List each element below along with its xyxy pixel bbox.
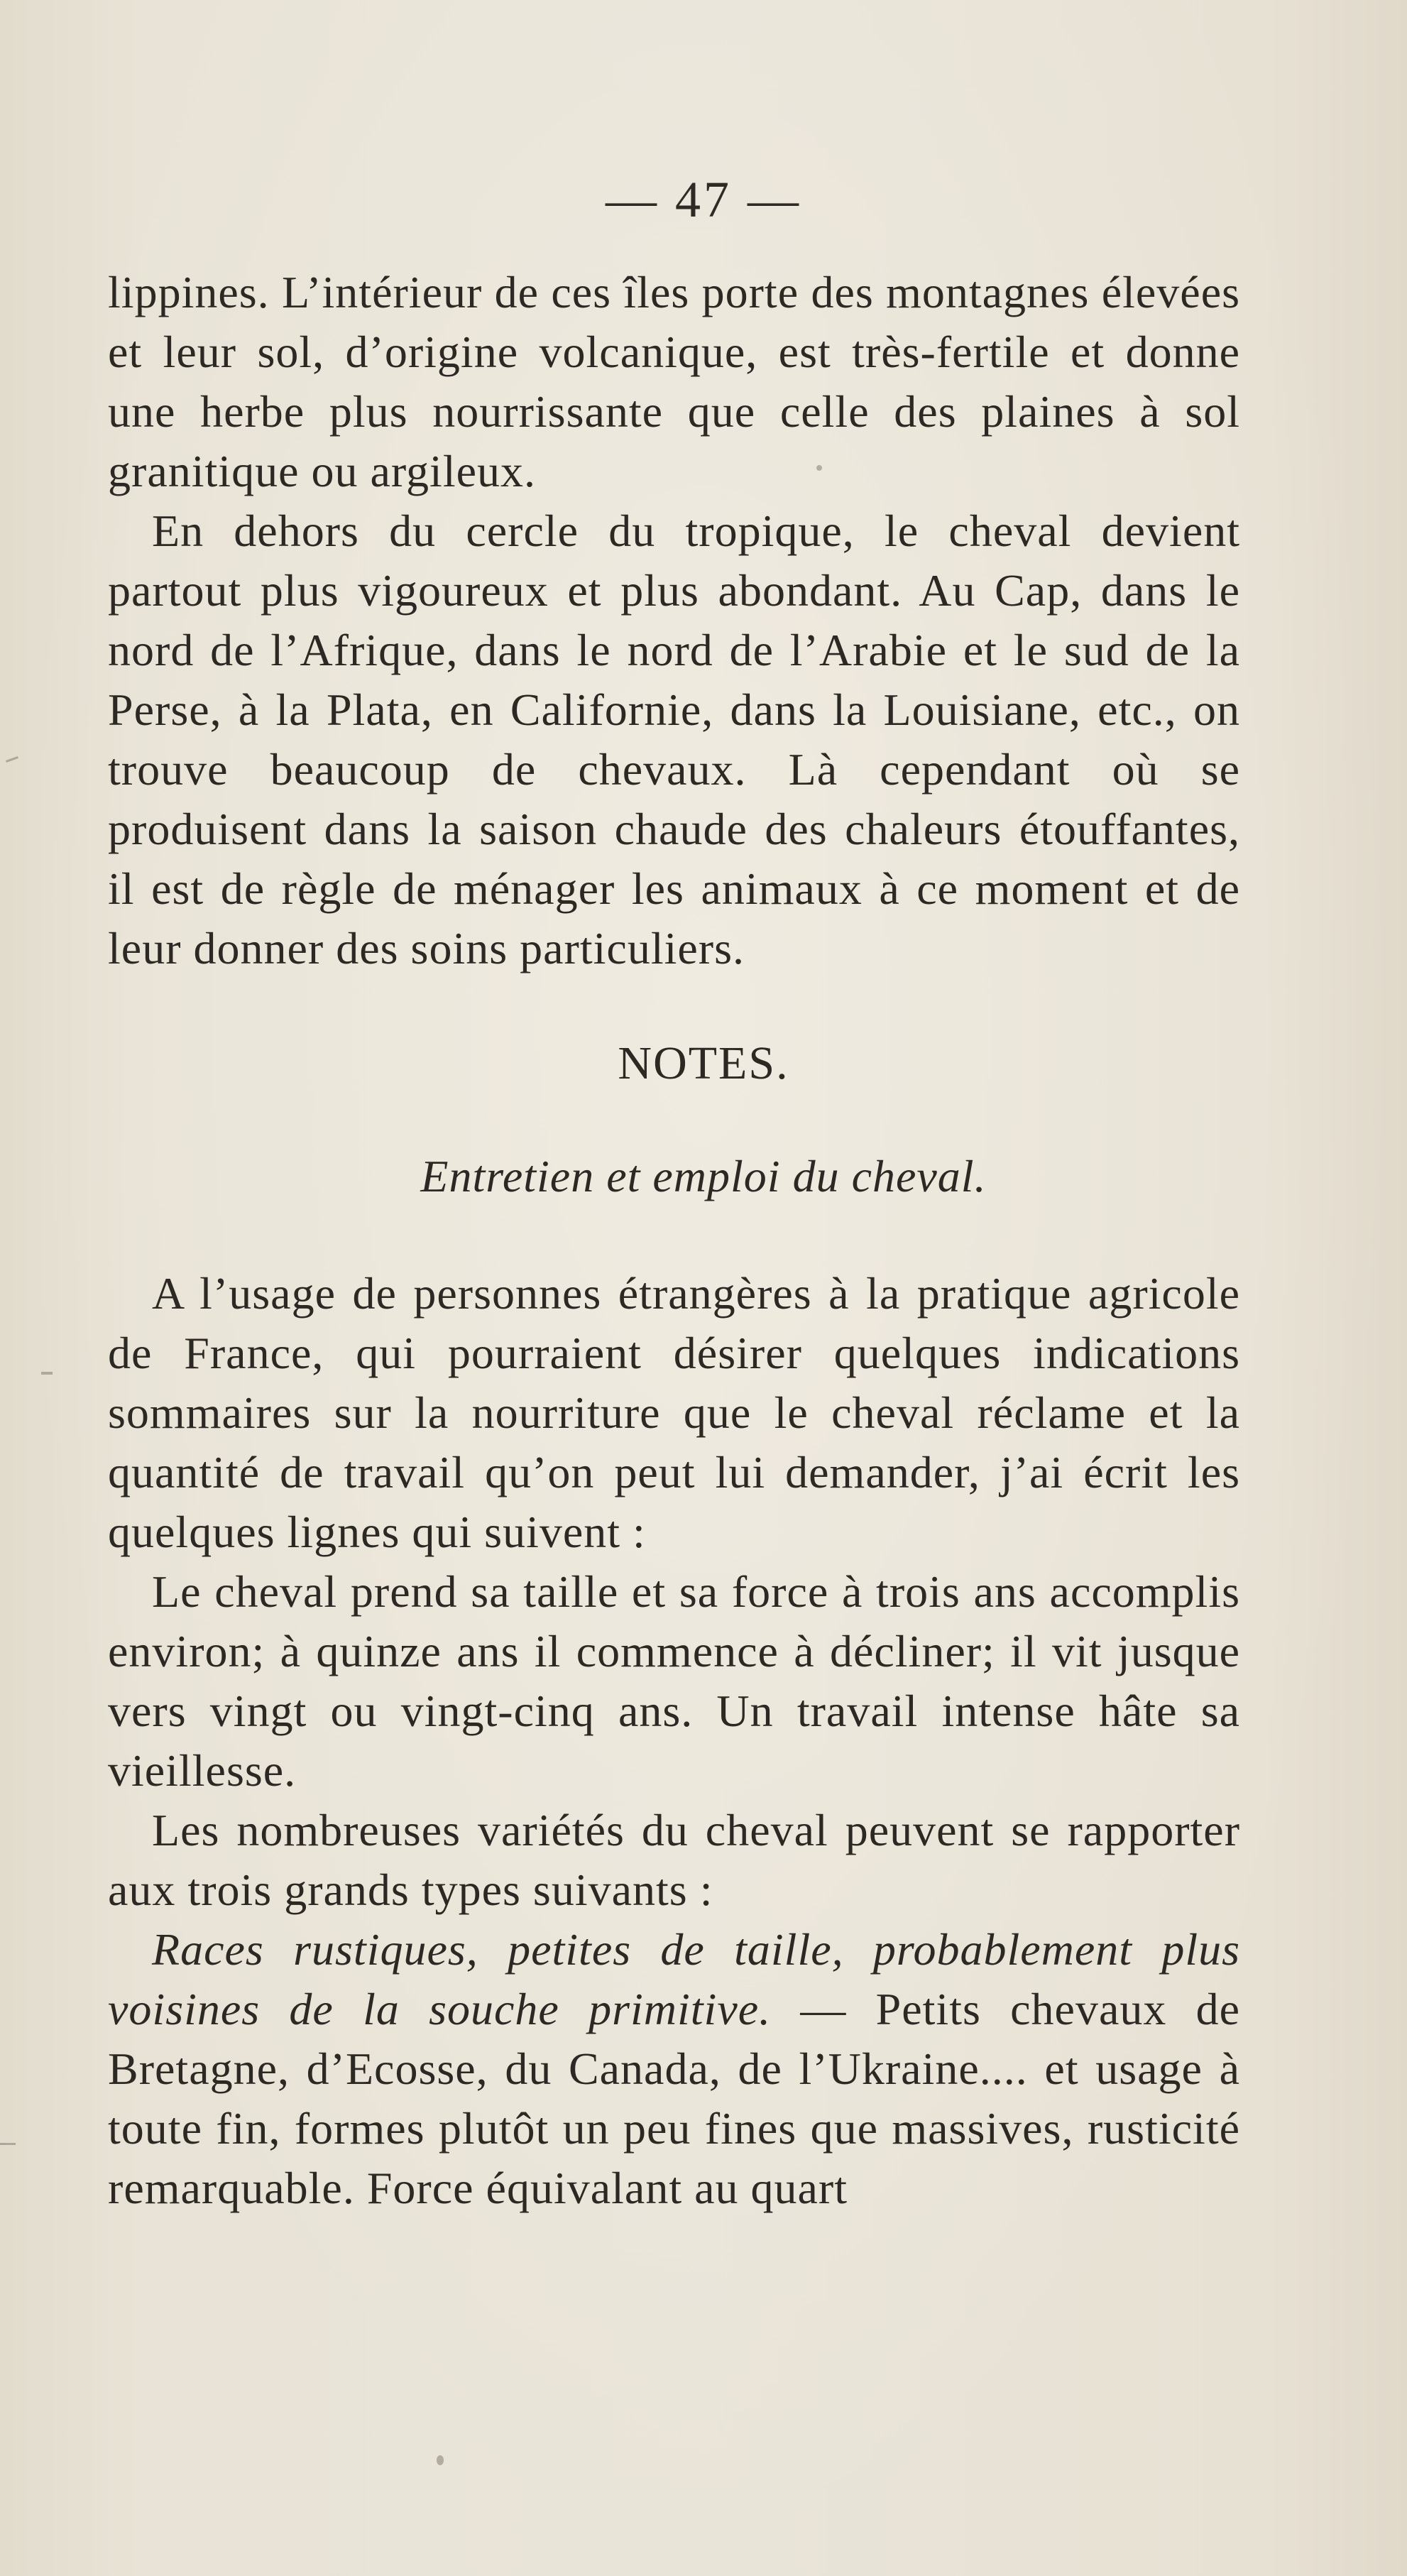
paragraph-usage: A l’usage de personnes étrangères à la pratique agricole de France, qui pourraient désirer quelques indications sommaires sur la nourriture que le cheval réclame et la quantité de travail qu’on peut lui demander, j’ai écrit les quelques lignes qui suivent : bbox=[108, 1268, 1240, 1557]
races-rustiques-heading: Races rustiques, petites de taille, probablement plus voisines de la souche primitive. bbox=[108, 1924, 1240, 2034]
margin-mark bbox=[41, 1372, 53, 1375]
paragraph-tropique: En dehors du cercle du tropique, le cheval devient partout plus vigoureux et plus abondant. Au Cap, dans le nord de l’Afrique, dans le nord de l’Arabie et le sud de la Perse, à la Plata, en Californie, dans la Louisiane, etc., on trouve beaucoup de chevaux. Là cependant où se produisent dans la saison chaude des chaleurs étouffantes, il est de règle de ménager les animaux à ce moment et de leur donner des soins particuliers. bbox=[108, 506, 1240, 973]
paragraph-races-rustiques bbox=[108, 1920, 1240, 2218]
paper-speck bbox=[816, 465, 822, 471]
paragraph-lippines: lippines. L’intérieur de ces îles porte des montagnes élevées et leur sol, d’origine volcanique, est très-fertile et donne une herbe plus nourrissante que celle des plaines à sol granitique ou argileux. bbox=[108, 267, 1240, 496]
section-main-text bbox=[108, 263, 1240, 978]
margin-mark bbox=[6, 756, 18, 763]
notes-heading: NOTES. bbox=[618, 1037, 789, 1089]
paper-speck bbox=[437, 2455, 444, 2465]
margin-mark bbox=[0, 2143, 16, 2145]
paragraph-taille: Le cheval prend sa taille et sa force à trois ans accomplis environ; à quinze ans il commence à décliner; il vit jusque vers vingt ou vingt-cinq ans. Un travail intense hâte sa vieillesse. bbox=[108, 1566, 1240, 1796]
page-number: — 47 — bbox=[606, 171, 801, 228]
notes-subtitle: Entretien et emploi du cheval. bbox=[420, 1151, 987, 1201]
races-rustiques-text: — Petits chevaux de Bretagne, d’Ecosse, du Canada, de l’Ukraine.... et usage à toute fin, formes plutôt un peu fines que massives, rusticité remarquable. Force équivalant au quart bbox=[108, 1984, 1240, 2213]
paragraph-varietes: Les nombreuses variétés du cheval peuvent se rapporter aux trois grands types suivants : bbox=[108, 1805, 1240, 1915]
section-notes-text bbox=[108, 1264, 1240, 2218]
